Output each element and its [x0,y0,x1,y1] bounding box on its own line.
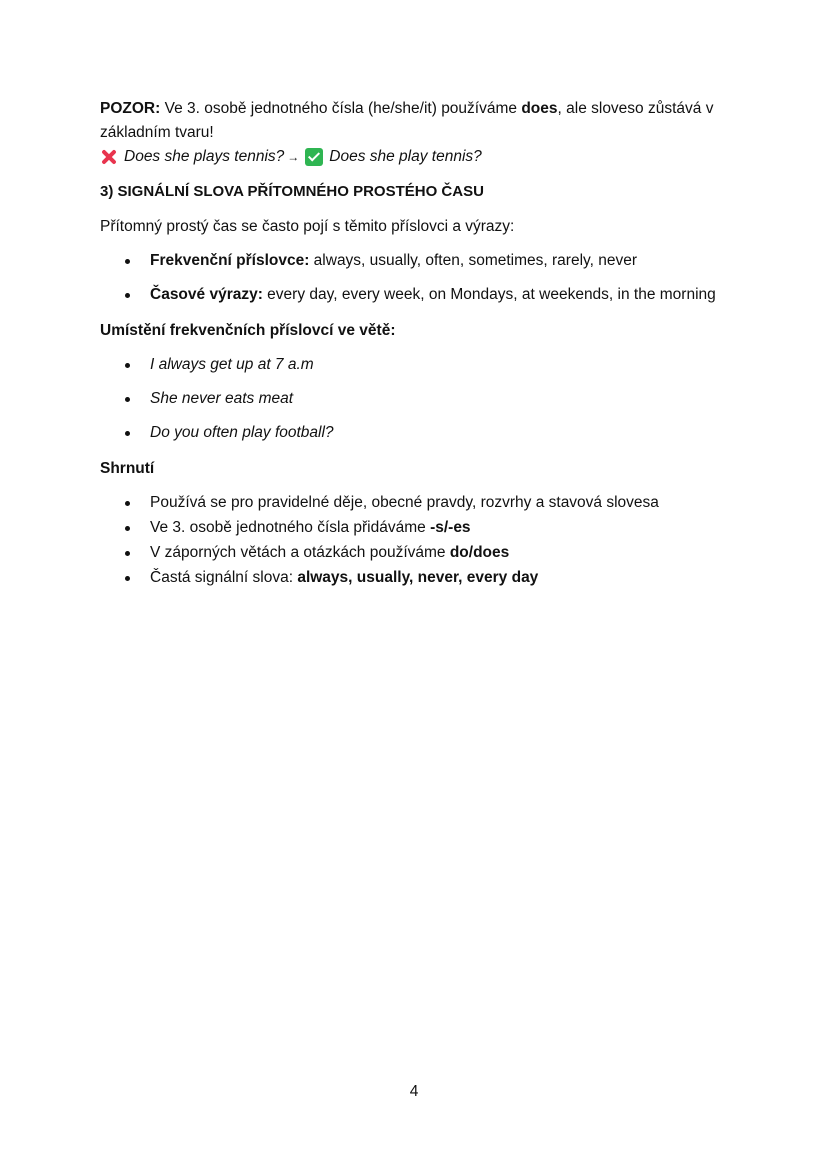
item-label: Frekvenční příslovce: [150,252,310,269]
list-item: Do you often play football? [100,421,740,445]
placement-heading: Umístění frekvenčních příslovcí ve větě: [100,322,396,339]
check-mark-icon [305,148,323,166]
item-text: always, usually, often, sometimes, rarely, never [309,252,638,269]
list-item: She never eats meat [100,387,740,411]
list-item [100,283,740,307]
list-item: I always get up at 7 a.m [100,353,740,377]
example-wrong: Does she plays tennis? [124,148,285,165]
item-text: Používá se pro pravidelné děje, obecné pravdy, rozvrhy a stavová slovesa [150,494,659,511]
list-item [100,566,740,590]
item-label: Časové výrazy: [150,286,263,303]
list-item [100,516,740,540]
example-line [100,145,740,169]
section-3-intro: Přítomný prostý čas se často pojí s těmito příslovci a výrazy: [100,218,515,235]
placement-list [100,353,740,445]
list-item [100,249,740,273]
item-text: Ve 3. osobě jednotného čísla přidáváme [150,519,431,536]
item-bold: -s/-es [430,519,471,536]
cross-mark-icon [100,148,118,166]
list-item [100,491,740,515]
arrow-icon: → [287,150,300,164]
item-bold: do/does [449,544,510,561]
pozor-text-1: Ve 3. osobě jednotného čísla (he/she/it) používáme [160,100,522,117]
list-item [100,541,740,565]
pozor-label: POZOR: [100,100,161,117]
item-text: V záporných větách a otázkách používáme [150,544,450,561]
item-text: Častá signální slova: [150,569,298,586]
pozor-text-2: , ale sloveso zůstává v základním tvaru! [100,100,714,141]
page-number: 4 [409,1083,419,1100]
example-right: Does she play tennis? [329,148,482,165]
pozor-paragraph [100,97,740,145]
summary-list [100,491,740,590]
document-page [100,97,740,590]
pozor-bold-does: does [521,100,558,117]
section-3-heading: 3) SIGNÁLNÍ SLOVA PŘÍTOMNÉHO PROSTÉHO ČASU [100,183,484,200]
item-text: every day, every week, on Mondays, at weekends, in the morning [262,286,716,303]
item-bold: always, usually, never, every day [297,569,539,586]
summary-heading: Shrnutí [100,460,155,477]
signal-words-list [100,249,740,307]
